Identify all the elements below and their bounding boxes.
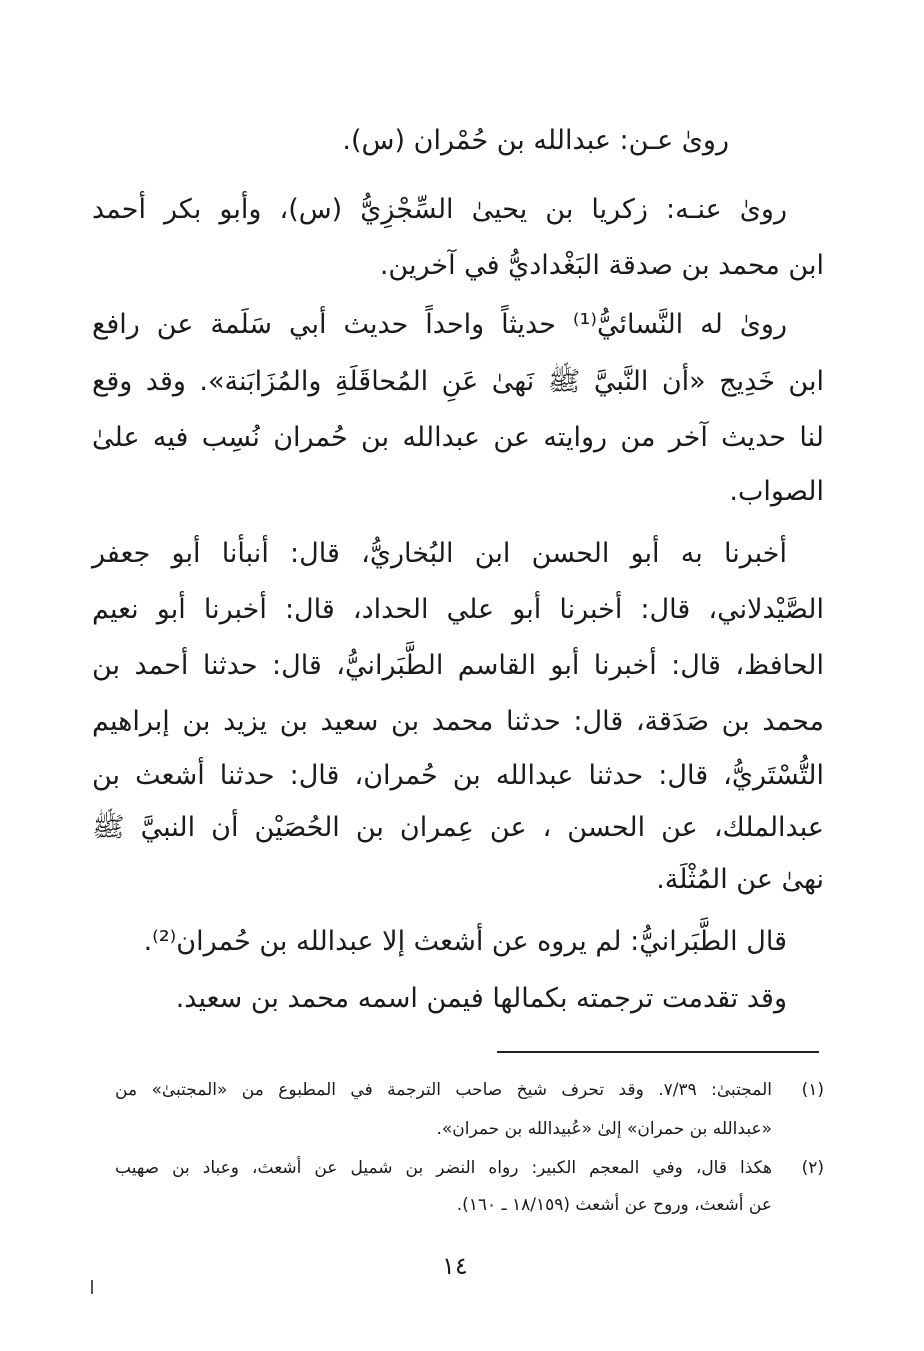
footnote-line: عن أشعث، وروح عن أشعث (١٨/١٥٩ ـ ١٦٠). (456, 1195, 772, 1215)
text-line: الحافظ، قال: أخبرنا أبو القاسم الطَّبَرانيُّ، قال: حدثنا أحمد بن (92, 650, 824, 681)
text-line: وقد تقدمت ترجمته بكمالها فيمن اسمه محمد بن سعيد. (175, 983, 787, 1014)
page-number: ١٤ (442, 1252, 468, 1280)
text-line: نهىٰ عن المُثْلَة. (656, 864, 824, 895)
footnote-line: «عبدالله بن حمران» إلىٰ «عُبيدالله بن حمران». (436, 1119, 772, 1139)
text-line: رویٰ عـن: عبدالله بن حُمْران (س). (342, 125, 729, 156)
text-line: لنا حديث آخر من روايته عن عبدالله بن حُمران نُسِب فيه علىٰ (92, 422, 824, 453)
footnote-separator (497, 1051, 819, 1053)
text-line: ابن محمد بن صدقة البَغْداديُّ في آخرين. (379, 250, 824, 281)
footnote-number: (٢) (801, 1158, 824, 1178)
text-line: الصَّيْدلاني، قال: أخبرنا أبو علي الحداد، قال: أخبرنا أبو نعيم (92, 594, 824, 625)
footnote-number: (١) (801, 1080, 824, 1100)
text-line: الصواب. (729, 476, 824, 507)
text-line: التُّسْتَريُّ، قال: حدثنا عبدالله بن حُمران، قال: حدثنا أشعث بن (92, 760, 824, 791)
text-line: محمد بن صَدَقة، قال: حدثنا محمد بن سعيد بن يزيد بن إبراهيم (92, 706, 824, 737)
text-line: عبدالملك، عن الحسن ، عن عِمران بن الحُصَيْن أن النبيَّ ﷺ (92, 812, 824, 843)
text-line: رویٰ عنـه: زكريا بن يحيىٰ السِّجْزِيُّ (س)، وأبو بكر أحمد (92, 194, 787, 225)
footnote-line: هكذا قال، وفي المعجم الكبير: رواه النضر بن شميل عن أشعث، وعباد بن صهيب (115, 1158, 772, 1178)
text-line: ابن خَدِيج «أن النَّبيَّ ﷺ نَهىٰ عَنِ المُحاقَلَةِ والمُزَابَنة». وقد وقع (92, 366, 824, 397)
text-line: قال الطَّبَرانيُّ: لم يروه عن أشعث إلا عبدالله بن حُمران⁽²⁾. (143, 926, 787, 957)
footnote-line: المجتبىٰ: ٧/٣٩. وقد تحرف شيخ صاحب الترجمة في المطبوع من «المجتبىٰ» من (115, 1080, 772, 1100)
text-line: روىٰ له النَّسائيُّ⁽¹⁾ حديثاً واحداً حديث أبي سَلَمة عن رافع (92, 309, 788, 340)
scan-mark (91, 1280, 93, 1294)
text-line: أخبرنا به أبو الحسن ابن البُخاريُّ، قال: أنبأنا أبو جعفر (92, 538, 787, 569)
